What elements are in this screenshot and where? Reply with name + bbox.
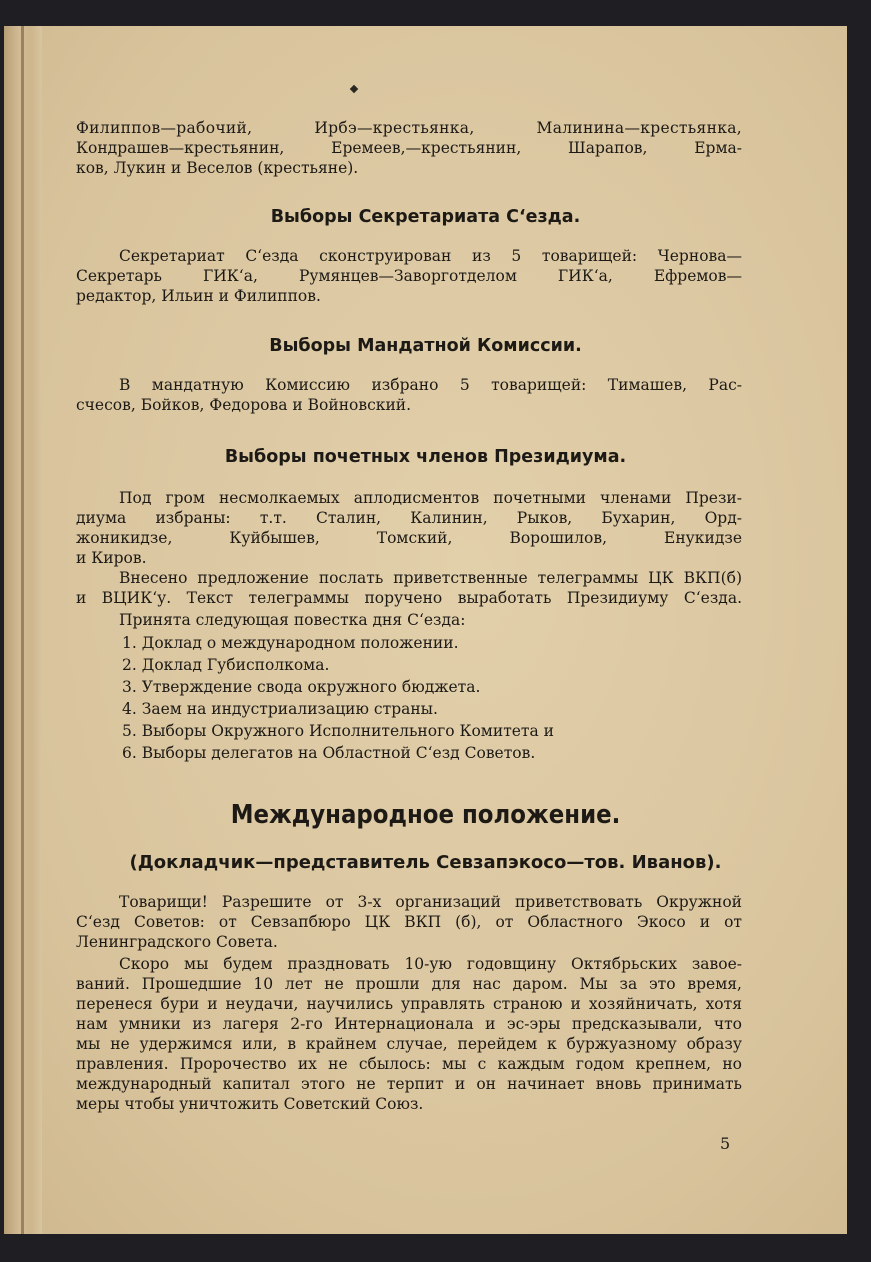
agenda-item-1: 1. Доклад о международном положении. <box>122 634 459 652</box>
book-page <box>4 26 847 1234</box>
presidium-line-7: Принята следующая повестка дня С‘езда: <box>119 611 466 629</box>
agenda-item-2: 2. Доклад Губисполкома. <box>122 656 330 674</box>
international-line-6: перенеся бури и неудачи, научились управлять страною и хозяйничать, хотя <box>76 995 742 1013</box>
page-number: 5 <box>720 1134 731 1153</box>
international-line-10: международный капитал этого не терпит и он начинает вновь принимать <box>76 1075 742 1093</box>
agenda-item-4: 4. Заем на индустриализацию страны. <box>122 700 438 718</box>
presidium-line-6: и ВЦИК‘у. Текст телеграммы поручено выработать Президиуму С‘езда. <box>76 589 742 607</box>
international-line-11: меры чтобы уничтожить Советский Союз. <box>76 1095 424 1113</box>
presidium-line-1: Под гром несмолкаемых аплодисментов почетными членами Прези- <box>119 489 742 507</box>
international-line-2: С‘езд Советов: от Севзапбюро ЦК ВКП (б), от Областного Экосо и от <box>76 913 742 931</box>
presidium-line-3: жоникидзе, Куйбышев, Томский, Ворошилов, Енукидзе <box>76 529 742 547</box>
secretariat-line-1: Секретариат С‘езда сконструирован из 5 товарищей: Чернова— <box>119 247 742 265</box>
secretariat-line-2: Секретарь ГИК‘а, Румянцев—Заворготделом ГИК‘а, Ефремов— <box>76 267 742 285</box>
mandate-heading: Выборы Мандатной Комиссии. <box>269 336 582 356</box>
international-line-3: Ленинградского Совета. <box>76 933 278 951</box>
secretariat-heading: Выборы Секретариата С‘езда. <box>270 207 581 227</box>
presidium-line-4: и Киров. <box>76 549 147 567</box>
intro-line-1: Филиппов—рабочий, Ирбэ—крестьянка, Малинина—крестьянка, <box>76 119 742 137</box>
international-line-4: Скоро мы будем праздновать 10-ую годовщину Октябрьских завое- <box>119 955 742 973</box>
international-line-5: ваний. Прошедшие 10 лет не прошли для нас даром. Мы за это время, <box>76 975 742 993</box>
intro-line-2: Кондрашев—крестьянин, Еремеев,—крестьянин, Шарапов, Ерма- <box>76 139 742 157</box>
agenda-item-6: 6. Выборы делегатов на Областной С‘езд Советов. <box>122 744 536 762</box>
international-heading: Международное положение. <box>230 800 621 830</box>
speaker-subheading: (Докладчик—представитель Севзапэкосо—тов. Иванов). <box>129 852 722 873</box>
page-content <box>4 26 847 1234</box>
presidium-heading: Выборы почетных членов Президиума. <box>224 447 627 467</box>
international-line-7: нам умники из лагеря 2-го Интернационала и эс-эры предсказывали, что <box>76 1015 742 1033</box>
presidium-line-2: диума избраны: т.т. Сталин, Калинин, Рыков, Бухарин, Орд- <box>76 509 742 527</box>
secretariat-line-3: редактор, Ильин и Филиппов. <box>76 287 321 305</box>
international-line-9: правления. Пророчество их не сбылось: мы с каждым годом крепнем, но <box>76 1055 742 1073</box>
international-line-8: мы не удержимся или, в крайнем случае, перейдем к буржуазному образу <box>76 1035 742 1053</box>
mandate-line-2: счесов, Бойков, Федорова и Войновский. <box>76 396 412 414</box>
intro-line-3: ков, Лукин и Веселов (крестьяне). <box>76 159 359 177</box>
mandate-line-1: В мандатную Комиссию избрано 5 товарищей: Тимашев, Рас- <box>119 376 742 394</box>
agenda-item-5: 5. Выборы Окружного Исполнительного Комитета и <box>122 722 555 740</box>
presidium-line-5: Внесено предложение послать приветственные телеграммы ЦК ВКП(б) <box>119 569 742 587</box>
agenda-item-3: 3. Утверждение свода окружного бюджета. <box>122 678 481 696</box>
international-line-1: Товарищи! Разрешите от 3-х организаций приветствовать Окружной <box>119 893 742 911</box>
